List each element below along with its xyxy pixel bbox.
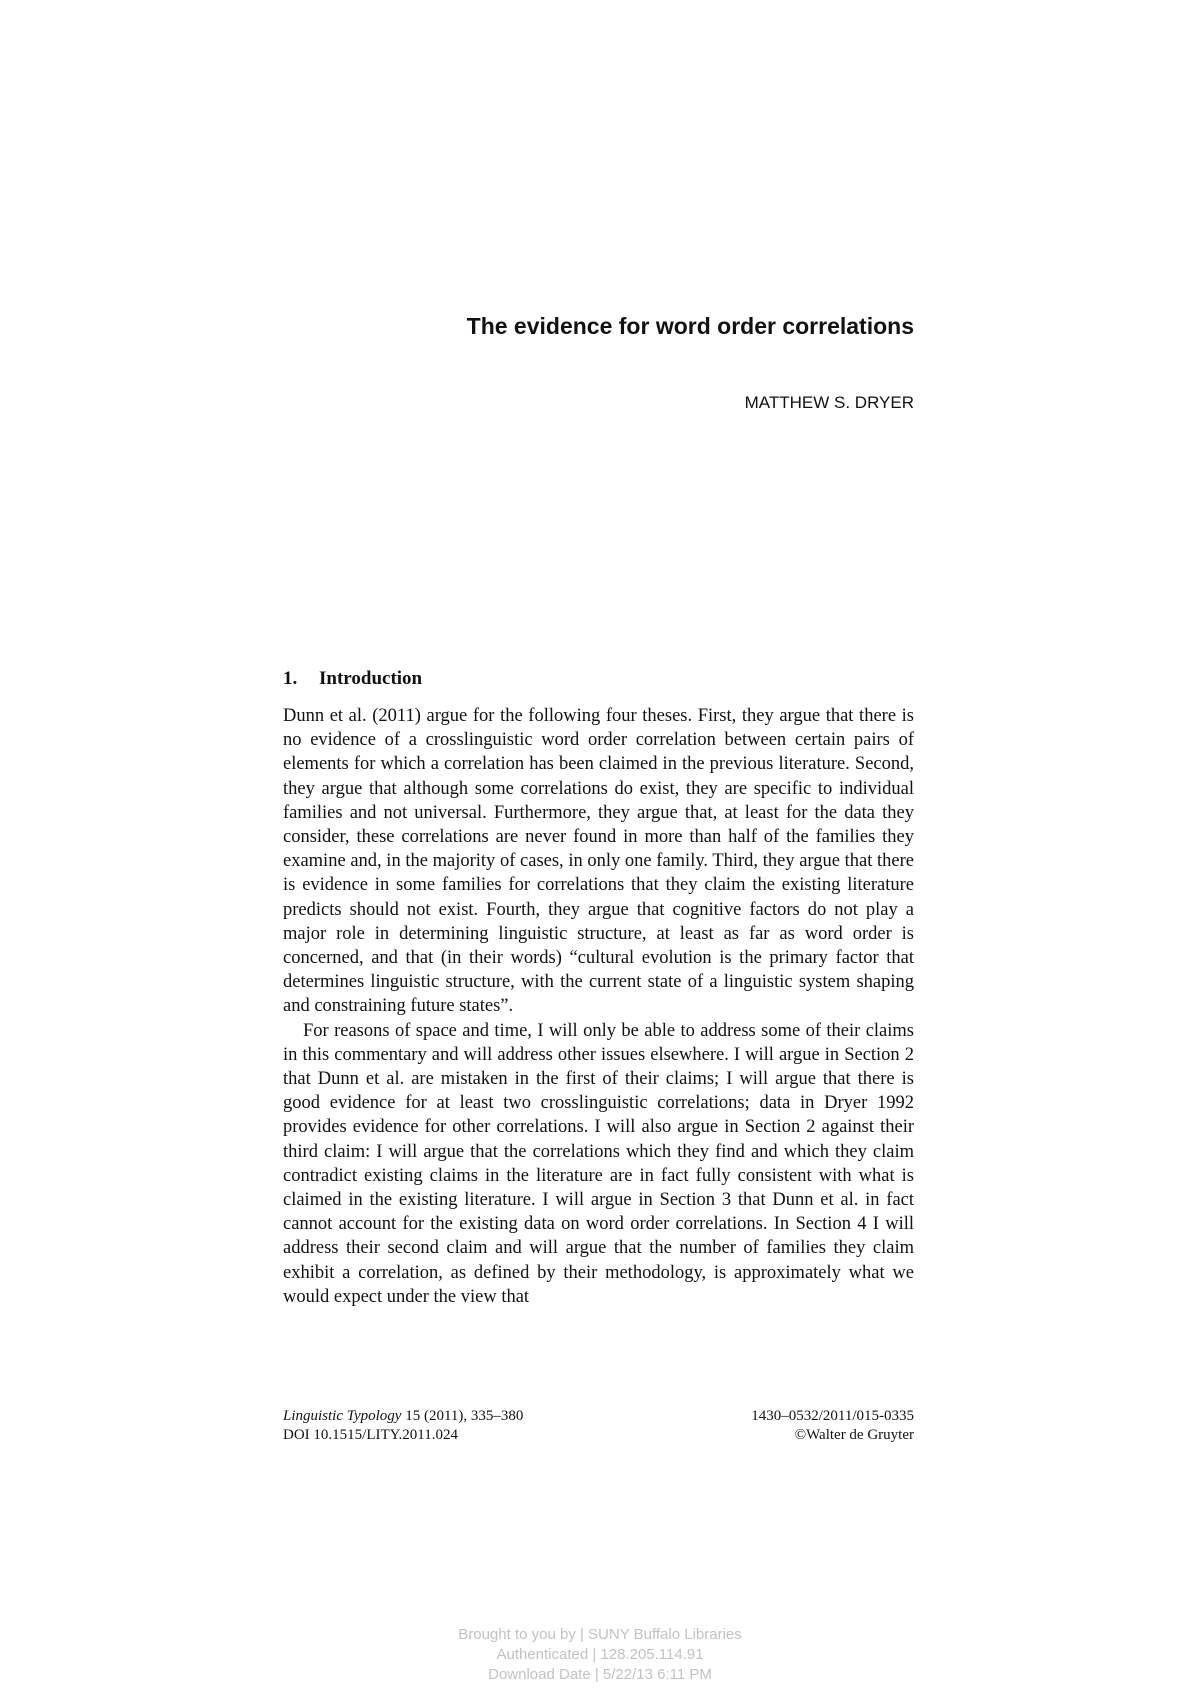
author-name: MATTHEW S. DRYER [744,393,914,412]
section-title: Introduction [319,668,423,689]
publisher: ©Walter de Gruyter [794,1427,914,1443]
section-number: 1. [283,668,298,689]
watermark-line-3: Download Date | 5/22/13 6:11 PM [488,1666,712,1683]
section-heading [283,668,422,690]
footer-citation [283,1407,523,1445]
issn: 1430–0532/2011/015-0335 [751,1408,914,1424]
doi: DOI 10.1515/LITY.2011.024 [283,1427,458,1443]
paragraph-2: For reasons of space and time, I will only be able to address some of their claims in this commentary and will address other issues elsewhere. I will argue in Section 2 that Dunn et al. are mistaken in the first of their claims; I will argue that there is good evidence for at least two crosslinguistic correlations; data in Dryer 1992 provides evidence for other correlations. I will also argue in Section 2 against their third claim: I will argue that the correlations which they find and which they claim contradict existing claims in the literature are in fact fully consistent with what is claimed in the existing literature. I will argue in Section 3 that Dunn et al. in fact cannot account for the existing data on word order correlations. In Section 4 I will address their second claim and will argue that the number of families they claim exhibit a correlation, as defined by their methodology, is approximately what we would expect under the view that [283,1020,914,1307]
watermark-line-2: Authenticated | 128.205.114.91 [496,1646,704,1663]
journal-line [283,1407,523,1426]
journal-issue: 15 (2011), 335–380 [401,1408,524,1424]
paper-title: The evidence for word order correlations [466,313,914,339]
journal-name: Linguistic Typology [283,1408,402,1424]
watermark-line-1: Brought to you by | SUNY Buffalo Libraries [458,1626,742,1643]
footer-publisher [751,1407,914,1445]
download-watermark [0,1625,1200,1685]
paragraph-1: Dunn et al. (2011) argue for the following four theses. First, they argue that there is no evidence of a crosslinguistic word order correlation between certain pairs of elements for which a correlation has been claimed in the previous literature. Second, they argue that although some correlations do exist, they are specific to individual families and not universal. Furthermore, they argue that, at least for the data they consider, these correlations are never found in more than half of the families they examine and, in the majority of cases, in only one family. Third, they argue that there is evidence in some families for correlations that they claim the existing literature predicts should not exist. Fourth, they argue that cognitive factors do not play a major role in determining linguistic structure, at least as far as word order is concerned, and that (in their words) “cultural evolution is the primary factor that determines linguistic structure, with the current state of a linguistic system shaping and constraining future states”. [283,706,914,1017]
body-text [283,704,914,1309]
